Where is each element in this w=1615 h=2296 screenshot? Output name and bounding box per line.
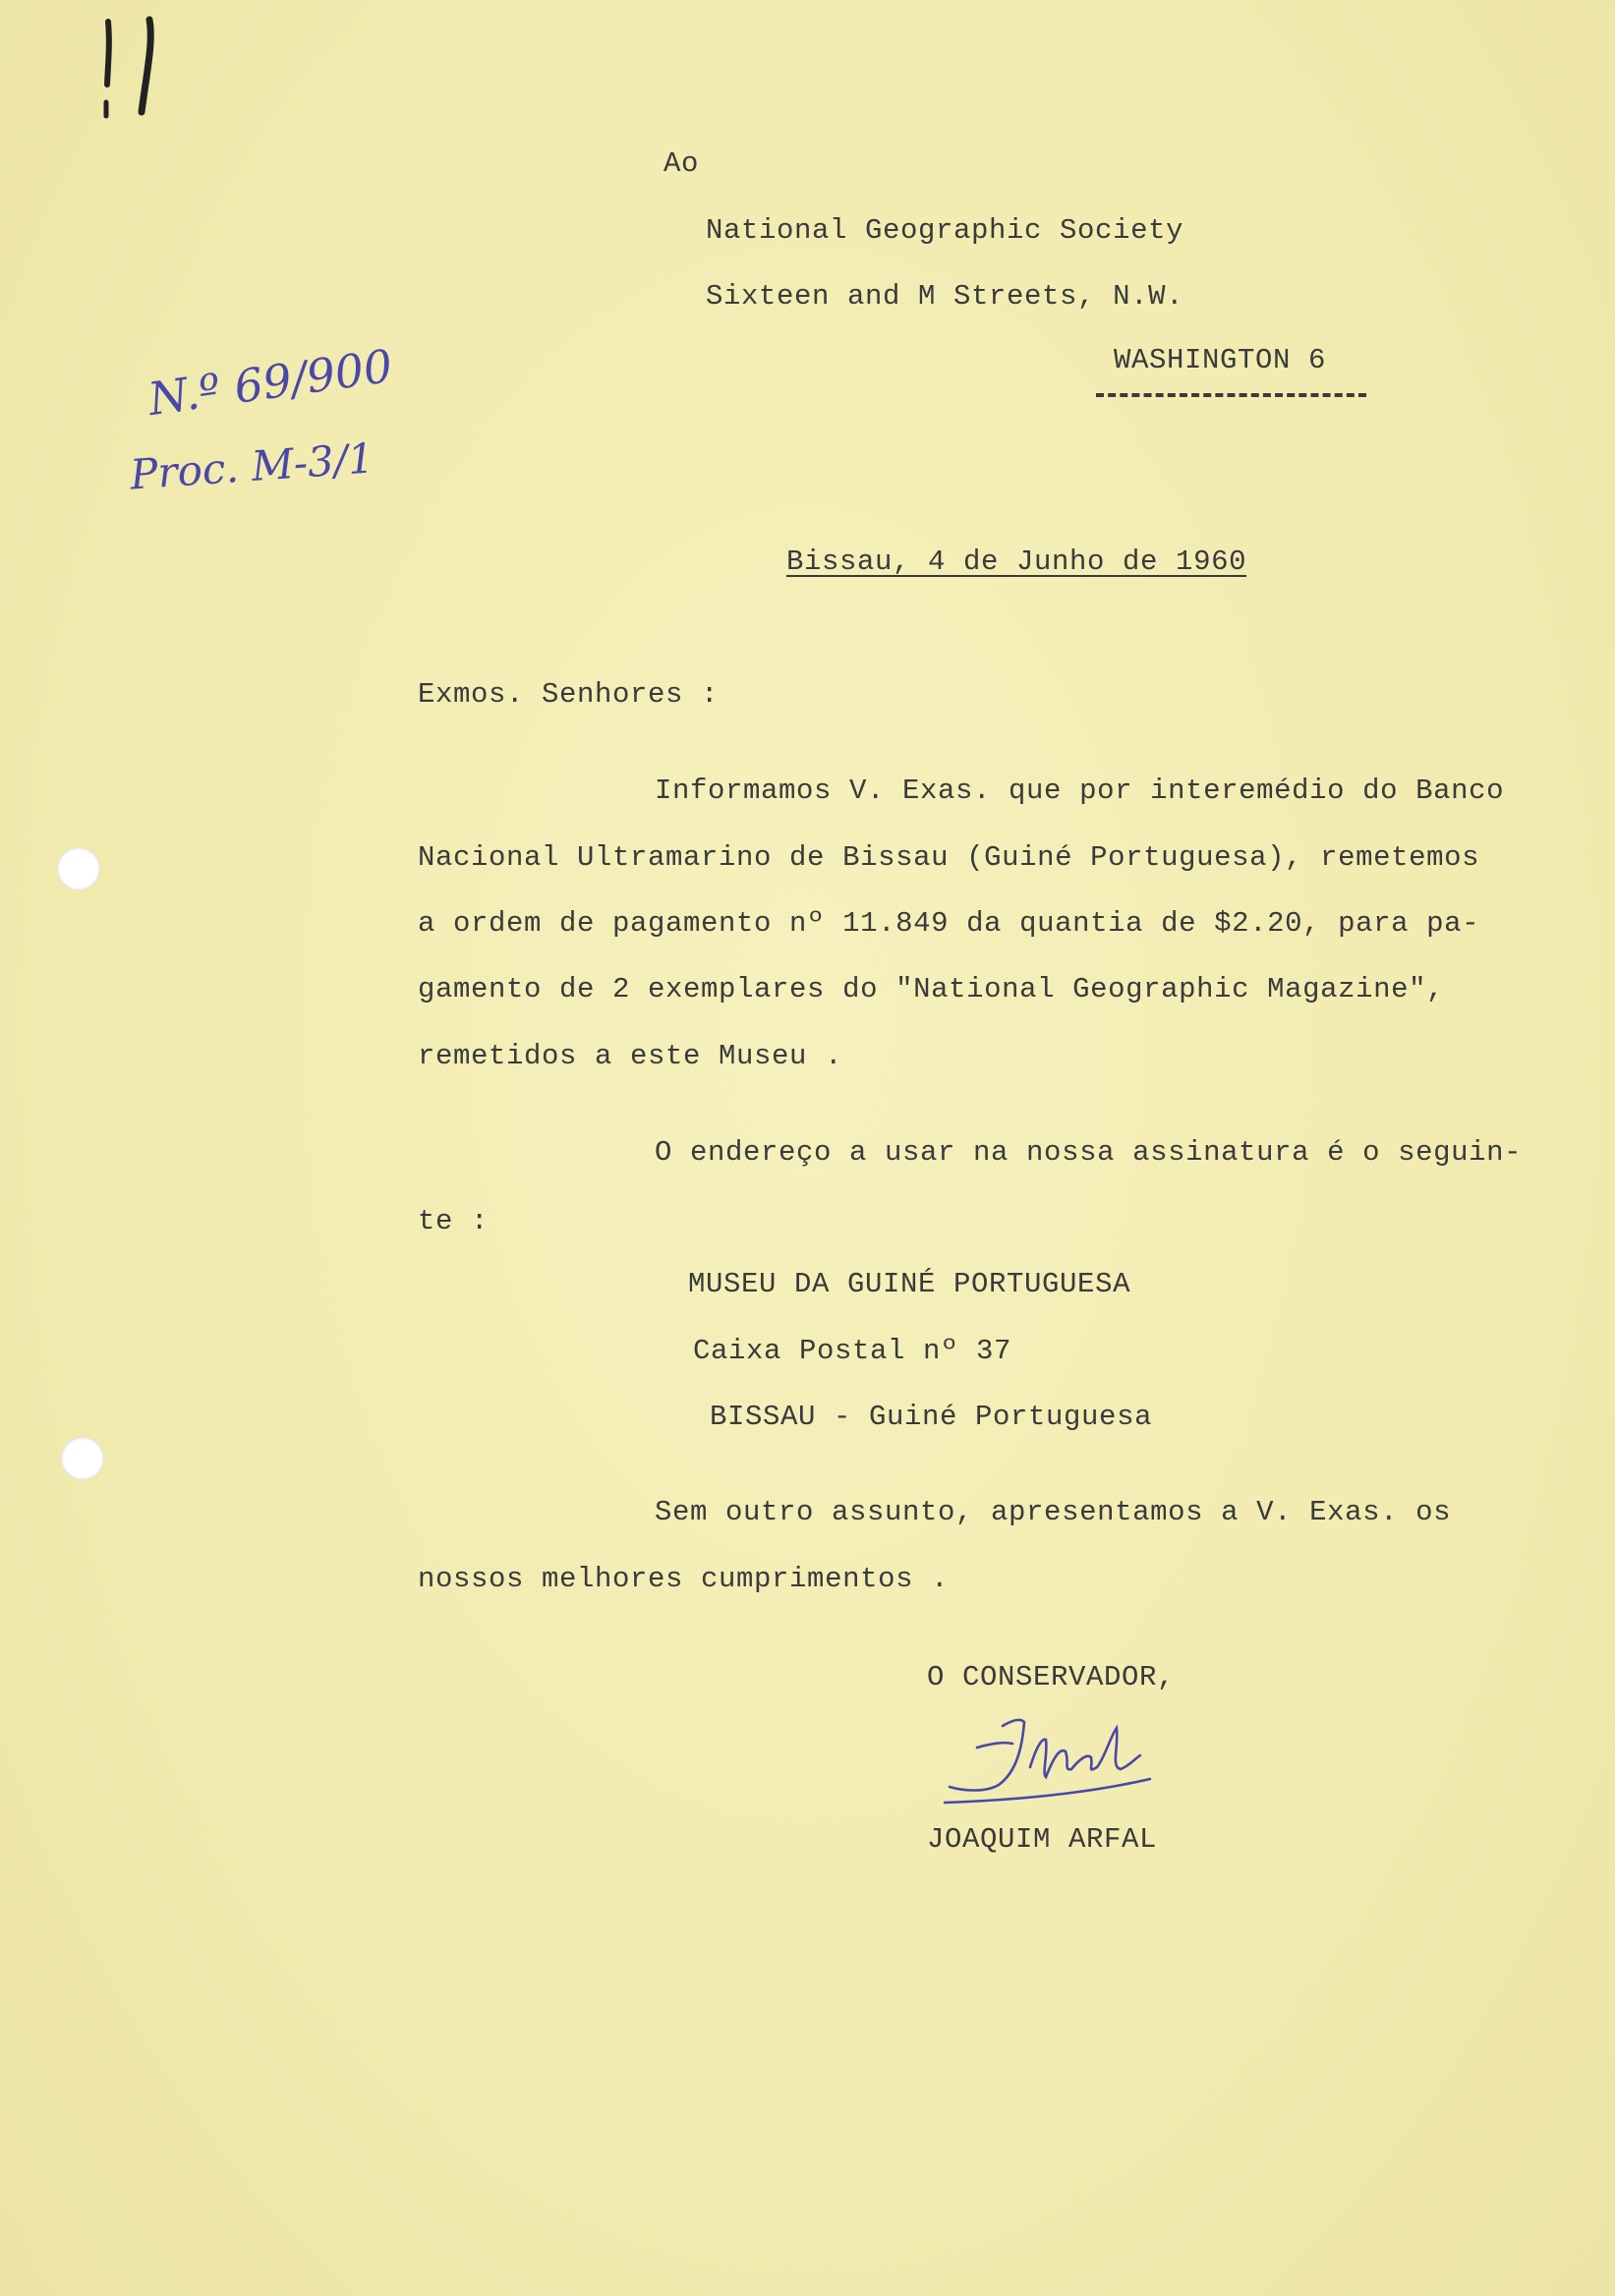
handwritten-signature bbox=[944, 1708, 1189, 1816]
body-line: gamento de 2 exemplares do "National Geographic Magazine", bbox=[418, 973, 1445, 1005]
pen-mark-icon bbox=[98, 14, 177, 122]
body-line: remetidos a este Museu . bbox=[418, 1040, 843, 1072]
signatory-name: JOAQUIM ARFAL bbox=[927, 1823, 1158, 1856]
recipient-city: WASHINGTON 6 bbox=[1114, 344, 1327, 376]
binder-hole-top bbox=[57, 847, 100, 890]
greeting: Exmos. Senhores : bbox=[418, 678, 720, 711]
letter-date: Bissau, 4 de Junho de 1960 bbox=[786, 545, 1247, 578]
city-underline bbox=[1096, 393, 1366, 397]
address-line: BISSAU - Guiné Portuguesa bbox=[710, 1401, 1153, 1433]
body-line: nossos melhores cumprimentos . bbox=[418, 1563, 950, 1595]
body-line: Sem outro assunto, apresentamos a V. Exas. os bbox=[655, 1496, 1452, 1528]
recipient-street: Sixteen and M Streets, N.W. bbox=[706, 280, 1184, 313]
address-line: Caixa Postal nº 37 bbox=[693, 1335, 1012, 1367]
address-line: MUSEU DA GUINÉ PORTUGUESA bbox=[688, 1268, 1131, 1300]
salutation-to: Ao bbox=[663, 147, 700, 180]
handwritten-process-number: Proc. M-3/1 bbox=[128, 433, 376, 499]
handwritten-reference-number: N.º 69/900 bbox=[144, 338, 396, 427]
recipient-name: National Geographic Society bbox=[706, 214, 1184, 247]
closing-title: O CONSERVADOR, bbox=[927, 1661, 1176, 1693]
binder-hole-bottom bbox=[61, 1437, 104, 1480]
body-line: Nacional Ultramarino de Bissau (Guiné Portuguesa), remetemos bbox=[418, 841, 1480, 874]
body-line: Informamos V. Exas. que por interemédio do Banco bbox=[655, 775, 1505, 807]
body-line: te : bbox=[418, 1205, 490, 1237]
body-line: O endereço a usar na nossa assinatura é o seguin- bbox=[655, 1136, 1523, 1169]
body-line: a ordem de pagamento nº 11.849 da quantia de $2.20, para pa- bbox=[418, 907, 1480, 940]
